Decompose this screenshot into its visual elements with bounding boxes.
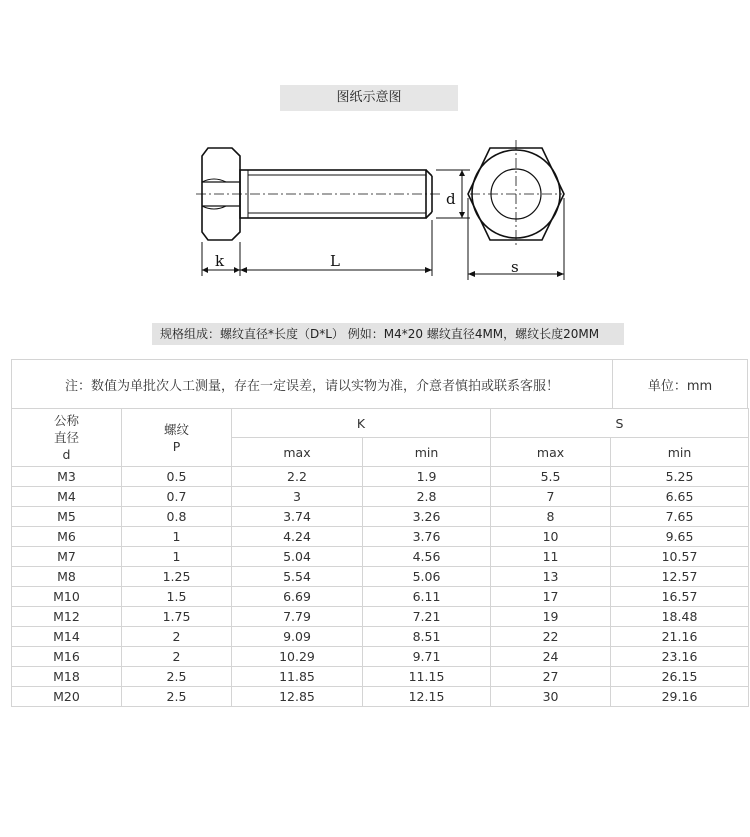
- header-k: K: [232, 409, 491, 438]
- cell-pitch: 0.7: [122, 487, 232, 507]
- cell-k-max: 7.79: [232, 607, 363, 627]
- cell-k-max: 4.24: [232, 527, 363, 547]
- cell-k-max: 12.85: [232, 687, 363, 707]
- table-row: [12, 607, 749, 627]
- cell-pitch: 1.75: [122, 607, 232, 627]
- table-row: [12, 667, 749, 687]
- cell-pitch: 2.5: [122, 667, 232, 687]
- cell-s-max: 22: [491, 627, 611, 647]
- cell-k-max: 5.04: [232, 547, 363, 567]
- cell-pitch: 0.5: [122, 467, 232, 487]
- cell-diameter: M16: [12, 647, 122, 667]
- table-row: [12, 647, 749, 667]
- label-L: L: [330, 252, 340, 270]
- cell-k-min: 4.56: [363, 547, 491, 567]
- cell-s-max: 11: [491, 547, 611, 567]
- cell-k-max: 3.74: [232, 507, 363, 527]
- cell-s-max: 27: [491, 667, 611, 687]
- header-nominal-diameter: 公称 直径 d: [12, 409, 122, 467]
- cell-s-min: 6.65: [611, 487, 749, 507]
- cell-k-min: 5.06: [363, 567, 491, 587]
- cell-pitch: 1: [122, 527, 232, 547]
- cell-s-min: 26.15: [611, 667, 749, 687]
- cell-s-max: 5.5: [491, 467, 611, 487]
- table-row: [12, 567, 749, 587]
- cell-k-max: 11.85: [232, 667, 363, 687]
- header-s-min: min: [611, 438, 749, 467]
- cell-s-max: 19: [491, 607, 611, 627]
- cell-k-max: 9.09: [232, 627, 363, 647]
- cell-s-max: 13: [491, 567, 611, 587]
- cell-diameter: M5: [12, 507, 122, 527]
- label-s: s: [511, 258, 519, 276]
- header-s: S: [491, 409, 749, 438]
- cell-s-max: 8: [491, 507, 611, 527]
- cell-k-max: 2.2: [232, 467, 363, 487]
- cell-pitch: 2: [122, 647, 232, 667]
- cell-s-min: 10.57: [611, 547, 749, 567]
- drawing-title: 图纸示意图: [280, 85, 458, 111]
- cell-s-max: 10: [491, 527, 611, 547]
- cell-k-min: 12.15: [363, 687, 491, 707]
- cell-k-max: 3: [232, 487, 363, 507]
- unit-label: 单位：mm: [647, 378, 713, 394]
- cell-diameter: M7: [12, 547, 122, 567]
- cell-pitch: 1: [122, 547, 232, 567]
- cell-s-min: 21.16: [611, 627, 749, 647]
- cell-k-max: 6.69: [232, 587, 363, 607]
- cell-s-min: 5.25: [611, 467, 749, 487]
- note-box: [11, 359, 748, 409]
- header-thread-pitch: 螺纹 P: [122, 409, 232, 467]
- cell-k-min: 3.26: [363, 507, 491, 527]
- bolt-spec-table: [11, 408, 749, 707]
- cell-k-min: 8.51: [363, 627, 491, 647]
- cell-s-min: 16.57: [611, 587, 749, 607]
- table-row: [12, 547, 749, 567]
- cell-diameter: M10: [12, 587, 122, 607]
- label-k: k: [215, 252, 225, 270]
- cell-pitch: 2: [122, 627, 232, 647]
- cell-s-max: 17: [491, 587, 611, 607]
- cell-pitch: 2.5: [122, 687, 232, 707]
- header-s-max: max: [491, 438, 611, 467]
- cell-diameter: M6: [12, 527, 122, 547]
- cell-k-min: 6.11: [363, 587, 491, 607]
- bolt-schematic: [0, 120, 750, 285]
- cell-s-min: 18.48: [611, 607, 749, 627]
- table-row: [12, 627, 749, 647]
- cell-s-min: 9.65: [611, 527, 749, 547]
- cell-s-min: 23.16: [611, 647, 749, 667]
- cell-s-min: 12.57: [611, 567, 749, 587]
- spec-composition: 规格组成：螺纹直径*长度（D*L） 例如：M4*20 螺纹直径4MM，螺纹长度20MM: [152, 323, 624, 345]
- cell-s-min: 7.65: [611, 507, 749, 527]
- table-row: [12, 507, 749, 527]
- header-k-max: max: [232, 438, 363, 467]
- cell-k-min: 2.8: [363, 487, 491, 507]
- cell-diameter: M14: [12, 627, 122, 647]
- label-d: d: [446, 190, 456, 208]
- table-row: [12, 487, 749, 507]
- cell-k-max: 10.29: [232, 647, 363, 667]
- measurement-note: 注：数值为单批次人工测量，存在一定误差，请以实物为准，介意者慎拍或联系客服！: [12, 360, 613, 408]
- cell-k-min: 11.15: [363, 667, 491, 687]
- cell-pitch: 1.5: [122, 587, 232, 607]
- header-k-min: min: [363, 438, 491, 467]
- cell-s-max: 24: [491, 647, 611, 667]
- table-row: [12, 527, 749, 547]
- cell-k-max: 5.54: [232, 567, 363, 587]
- cell-diameter: M20: [12, 687, 122, 707]
- cell-diameter: M18: [12, 667, 122, 687]
- cell-k-min: 9.71: [363, 647, 491, 667]
- cell-s-min: 29.16: [611, 687, 749, 707]
- cell-k-min: 1.9: [363, 467, 491, 487]
- cell-s-max: 7: [491, 487, 611, 507]
- cell-pitch: 0.8: [122, 507, 232, 527]
- table-row: [12, 587, 749, 607]
- cell-s-max: 30: [491, 687, 611, 707]
- cell-diameter: M12: [12, 607, 122, 627]
- cell-pitch: 1.25: [122, 567, 232, 587]
- table-row: [12, 467, 749, 487]
- table-row: [12, 687, 749, 707]
- cell-diameter: M8: [12, 567, 122, 587]
- cell-k-min: 7.21: [363, 607, 491, 627]
- cell-k-min: 3.76: [363, 527, 491, 547]
- cell-diameter: M4: [12, 487, 122, 507]
- cell-diameter: M3: [12, 467, 122, 487]
- table-body: [12, 467, 749, 707]
